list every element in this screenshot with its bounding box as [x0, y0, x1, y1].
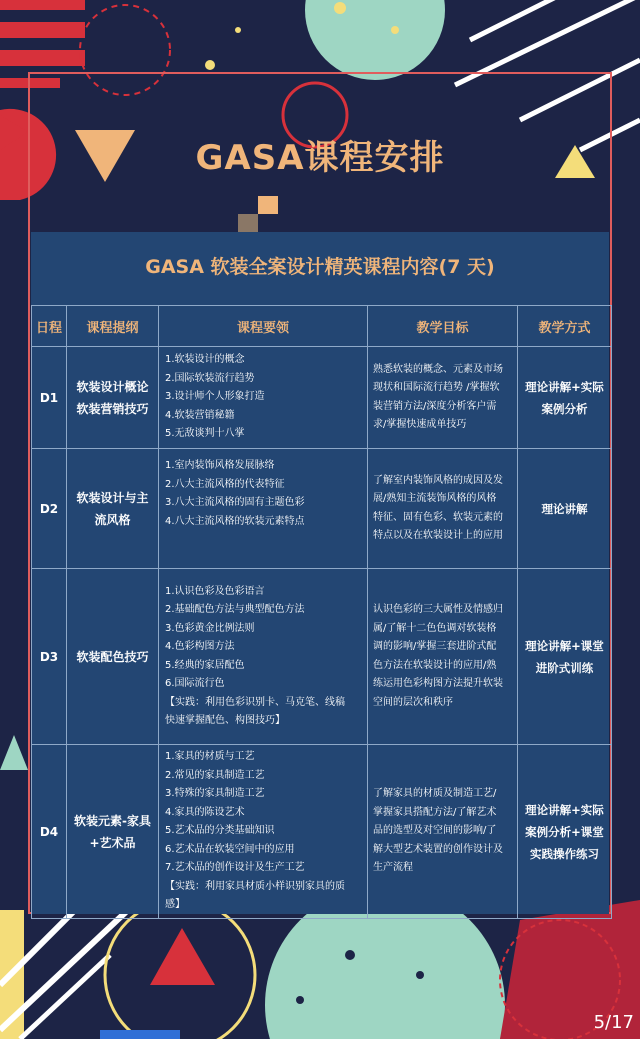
row-day: D1 [32, 347, 67, 449]
page-indicator: 5/17 [593, 1012, 634, 1033]
row-points: 1.认识色彩及色彩语言 2.基础配色方法与典型配色方法 3.色彩黄金比例法则 4.色彩构图方法 5.经典的家居配色 6.国际流行色 【实践：利用色彩识别卡、马克笔、线稿 快速掌握配色、构图技巧】 [159, 569, 368, 745]
row-goals: 了解室内装饰风格的成因及发 展/熟知主流装饰风格的风格 特征、固有色彩、软装元素的 特点以及在软装设计上的应用 [368, 449, 518, 569]
row-method: 理论讲解+实际 案例分析+课堂 实践操作练习 [518, 745, 612, 919]
table-row [32, 347, 612, 449]
row-day: D4 [32, 745, 67, 919]
course-subtitle: GASA 软装全案设计精英课程内容(7 天) [145, 256, 495, 278]
row-method: 理论讲解+实际 案例分析 [518, 347, 612, 449]
table-row [32, 569, 612, 745]
header-goals: 教学目标 [368, 306, 518, 347]
table-row [32, 745, 612, 919]
row-day: D2 [32, 449, 67, 569]
header-day: 日程 [32, 306, 67, 347]
row-day: D3 [32, 569, 67, 745]
row-goals: 了解家具的材质及制造工艺/ 掌握家具搭配方法/了解艺术 品的选型及对空间的影响/了 解大型艺术装置的创作设计及 生产流程 [368, 745, 518, 919]
header-outline: 课程提纲 [67, 306, 159, 347]
table-header-row [32, 306, 612, 347]
row-method: 理论讲解 [518, 449, 612, 569]
row-outline: 软装配色技巧 [67, 569, 159, 745]
row-outline: 软装元素-家具 +艺术品 [67, 745, 159, 919]
row-points: 1.家具的材质与工艺 2.常见的家具制造工艺 3.特殊的家具制造工艺 4.家具的陈设艺术 5.艺术品的分类基础知识 6.艺术品在软装空间中的应用 7.艺术品的创作设计及生产工艺 【实践：利用家具材质小样识别家具的质 感】 [159, 745, 368, 919]
header-points: 课程要领 [159, 306, 368, 347]
page-title: GASA课程安排 [195, 138, 445, 178]
row-goals: 熟悉软装的概念、元素及市场 现状和国际流行趋势 /掌握软 装营销方法/深度分析客户需 求/掌握快速成单技巧 [368, 347, 518, 449]
course-table [31, 305, 612, 919]
table-row [32, 449, 612, 569]
row-points: 1.室内装饰风格发展脉络 2.八大主流风格的代表特征 3.八大主流风格的固有主题色彩 4.八大主流风格的软装元素特点 [159, 449, 368, 569]
row-outline: 软装设计与主 流风格 [67, 449, 159, 569]
row-goals: 认识色彩的三大属性及情感归 属/了解十二色色调对软装格 调的影响/掌握三套进阶式配 色方法在软装设计的应用/熟 练运用色彩构图方法提升软装 空间的层次和秩序 [368, 569, 518, 745]
row-points: 1.软装设计的概念 2.国际软装流行趋势 3.设计师个人形象打造 4.软装营销秘籍 5.无敌谈判十八掌 [159, 347, 368, 449]
header-method: 教学方式 [518, 306, 612, 347]
row-outline: 软装设计概论 软装营销技巧 [67, 347, 159, 449]
row-method: 理论讲解+课堂 进阶式训练 [518, 569, 612, 745]
